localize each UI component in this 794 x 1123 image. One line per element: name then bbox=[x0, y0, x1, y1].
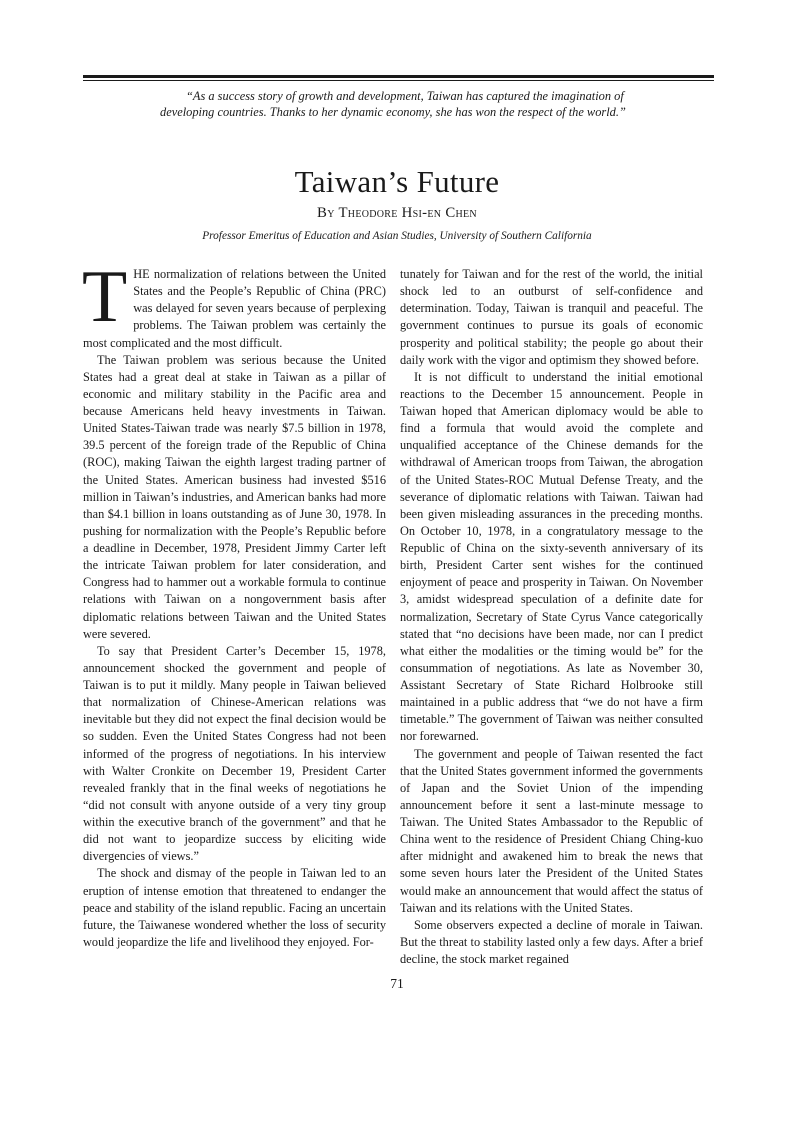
right-column bbox=[400, 266, 703, 968]
page-number: 71 bbox=[390, 976, 404, 991]
article-byline: By Theodore Hsi-en Chen bbox=[317, 205, 477, 221]
paragraph-6: The government and people of Taiwan resented the fact that the United States government informed the governments of Japan and the Soviet Union of the impending announcement before it sent a last-minute message to Taiwan. The United States Ambassador to the Republic of China went to the residence of President Chiang Ching-kuo after midnight and awakened him to break the news that some seven hours later the President of the United States would make an announcement that would affect the status of Taiwan and its relations with the United States. bbox=[400, 746, 703, 915]
drop-cap: T bbox=[82, 256, 128, 338]
author-affiliation: Professor Emeritus of Education and Asian Studies, University of Southern California bbox=[202, 230, 592, 242]
left-column bbox=[82, 256, 387, 951]
article-title: Taiwan’s Future bbox=[294, 164, 500, 199]
header-rule-thin bbox=[83, 80, 714, 81]
paragraph-4: The shock and dismay of the people in Taiwan led to an eruption of intense emotion that threatened to endanger the peace and stability of the island republic. Facing an uncertain future, the Taiwanese wondered whether the loss of security would jeopardize the life and livelihood they enjoyed. For- bbox=[83, 866, 387, 949]
paragraph-1-text: HE normalization of relations between the United States and the People’s Republic of China (PRC) was delayed for seven years because of perplexing problems. The Taiwan problem was certainly the most complicated and the most difficult. bbox=[83, 267, 386, 350]
epigraph-quote: “As a success story of growth and development, Taiwan has captured the imagination of developing countries. Thanks to her dynamic economy, she has won the respect of the world.” bbox=[160, 89, 626, 119]
paragraph-2: The Taiwan problem was serious because the United States had a great deal at stake in Taiwan as a pillar of economic and military stability in the Pacific area and because Americans held heavy investments in Taiwan. United States-Taiwan trade was nearly $7.5 billion in 1978, 39.5 percent of the foreign trade of the Republic of China (ROC), making Taiwan the eighth largest trading partner of the United States. American business had invested $516 million in Taiwan’s industries, and American banks had more than $4.1 billion in loans outstanding as of June 30, 1978. In pushing for normalization with the People’s Republic before a deadline in December, 1978, President Jimmy Carter left the intricate Taiwan problem for later consideration, and Congress had to hammer out a workable formula to continue relations with Taiwan on a nongovernment basis after diplomatic relations between Taiwan and the United States were severed. bbox=[83, 352, 386, 641]
paragraph-7: Some observers expected a decline of morale in Taiwan. But the threat to stability lasted only a few days. After a brief decline, the stock market regained bbox=[400, 917, 703, 966]
paragraph-3: To say that President Carter’s December 15, 1978, announcement shocked the government and people of Taiwan is to put it mildly. Many people in Taiwan believed that normalization of Chinese-American relations was inevitable but they did not expect the final decision would be so sudden. Even the United States Congress had not been informed of the progress of negotiations. In his interview with Walter Cronkite on December 19, President Carter revealed frankly that in the final weeks of negotiations he “did not consult with anyone outside of a very tiny group within the executive branch of the government” and that he did not want to jeopardize success by eliciting wide divergencies of views.” bbox=[83, 643, 386, 864]
paragraph-5: It is not difficult to understand the initial emotional reactions to the December 15 announcement. People in Taiwan hoped that American diplomacy would be able to find a formula that would avoid the complete and unqualified acceptance of the Chinese demands for the withdrawal of American troops from Taiwan, the abrogation of the United States-ROC Mutual Defense Treaty, and the severance of diplomatic relations with Taiwan. Taiwan had been given misleading assurances in the preceding months. On October 10, 1978, in a congratulatory message to the Republic of China on the sixty-seventh anniversary of its birth, President Carter sent wishes for the continued enjoyment of peace and prosperity in Taiwan. On November 3, amidst widespread speculation of a definite date for normalization, Secretary of State Cyrus Vance categorically stated that “no decisions have been made, nor can I predict what either the modalities or the timing would be” for the consummation of negotiations. As late as November 30, Assistant Secretary of State Richard Holbrooke still maintained in a public address that “we do not have a firm timetable.” The government of Taiwan was neither consulted nor forewarned. bbox=[400, 369, 703, 744]
paragraph-4-continued: tunately for Taiwan and for the rest of the world, the initial shock led to an outburst of self-confidence and determination. Today, Taiwan is tranquil and peaceful. The government continues to pursue its goals of economic prosperity and political stability; the people go about their daily work with the vigor and optimism they showed before. bbox=[400, 267, 703, 367]
paragraph-1 bbox=[82, 256, 386, 352]
header-rule-thick bbox=[83, 75, 714, 78]
